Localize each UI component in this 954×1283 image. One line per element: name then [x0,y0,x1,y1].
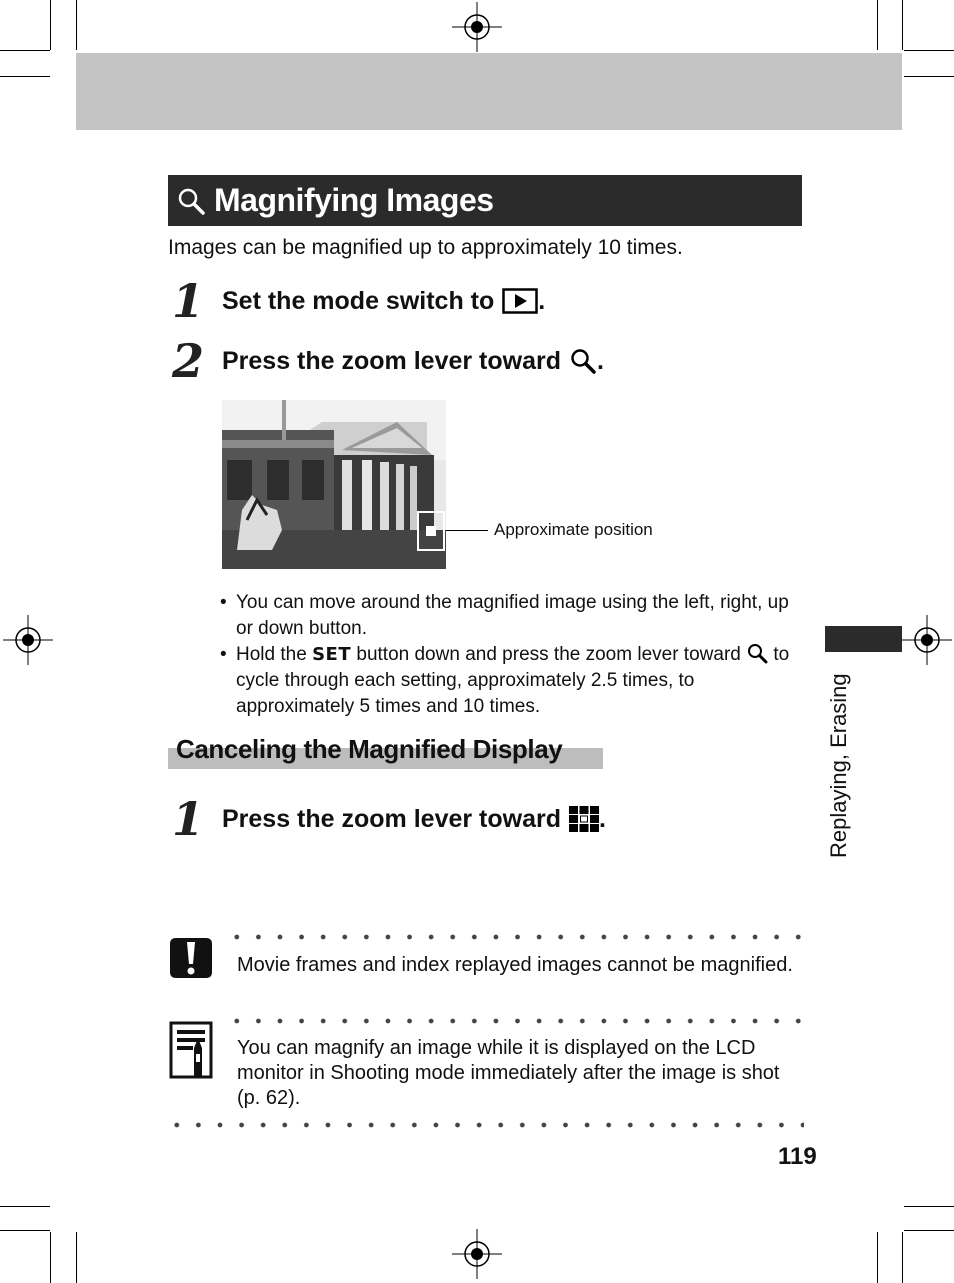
registration-mark-top [452,2,502,52]
bullet-text: Hold the [236,644,307,665]
bullet-item: • You can move around the magnified image using the left, right, up or down button. [220,590,810,642]
dotted-divider [226,934,804,940]
step-number: 1 [172,792,205,846]
play-mode-icon [502,288,538,314]
step-text: Set the mode switch to [222,287,495,315]
step-instruction [222,346,604,376]
dotted-divider [226,1018,804,1024]
chapter-tab [825,626,902,652]
step-number: 2 [172,334,205,388]
dotted-divider [166,1122,804,1128]
registration-mark-right [902,615,952,665]
bullet-text: button down and press the zoom lever toward [356,644,741,665]
registration-mark-bottom [452,1229,502,1279]
zoom-in-icon [746,642,768,664]
callout-label: Approximate position [494,520,653,539]
bullet-item: • Hold the SET button down and press the zoom lever toward to cycle through each setting, approximately 2.5 times, to approximately 5 times and 10 times. [220,644,790,717]
callout-line [446,530,488,531]
index-icon [569,806,599,832]
set-button-label: SET [312,644,352,665]
bullet-list [220,590,810,720]
bullet-text: You can move around the magnified image using the left, right, up or down button. [236,592,789,639]
page-title: Magnifying Images [214,182,494,218]
caution-icon [168,934,214,982]
zoom-in-icon [569,347,597,375]
memo-note: You can magnify an image while it is displayed on the LCD monitor in Shooting mode immediately after the image is shot (p. 62). [237,1037,780,1109]
magnified-building-photo [222,400,446,569]
intro-text: Images can be magnified up to approximately 10 times. [168,236,683,259]
step-text: Press the zoom lever toward [222,347,562,375]
caution-note: Movie frames and index replayed images cannot be magnified. [237,954,793,976]
chapter-label [822,660,852,860]
chapter-label-text: Replaying, Erasing [826,673,851,858]
step-text: Press the zoom lever toward [222,805,562,833]
registration-mark-left [3,615,53,665]
title-bar [168,175,802,226]
memo-icon [168,1020,214,1080]
step-number: 1 [172,274,205,328]
section-title: Canceling the Magnified Display [176,734,563,764]
step-end: . [599,805,606,833]
step-instruction [222,286,545,316]
step-end: . [597,347,604,375]
step-end: . [538,287,546,315]
header-band [76,53,902,130]
step-instruction [222,804,606,834]
bullet-text: to cycle through each setting, approximately 2.5 times, to approximately 5 times and 10 times. [236,644,790,717]
page-number: 119 [778,1143,817,1170]
zoom-in-icon [176,186,206,216]
